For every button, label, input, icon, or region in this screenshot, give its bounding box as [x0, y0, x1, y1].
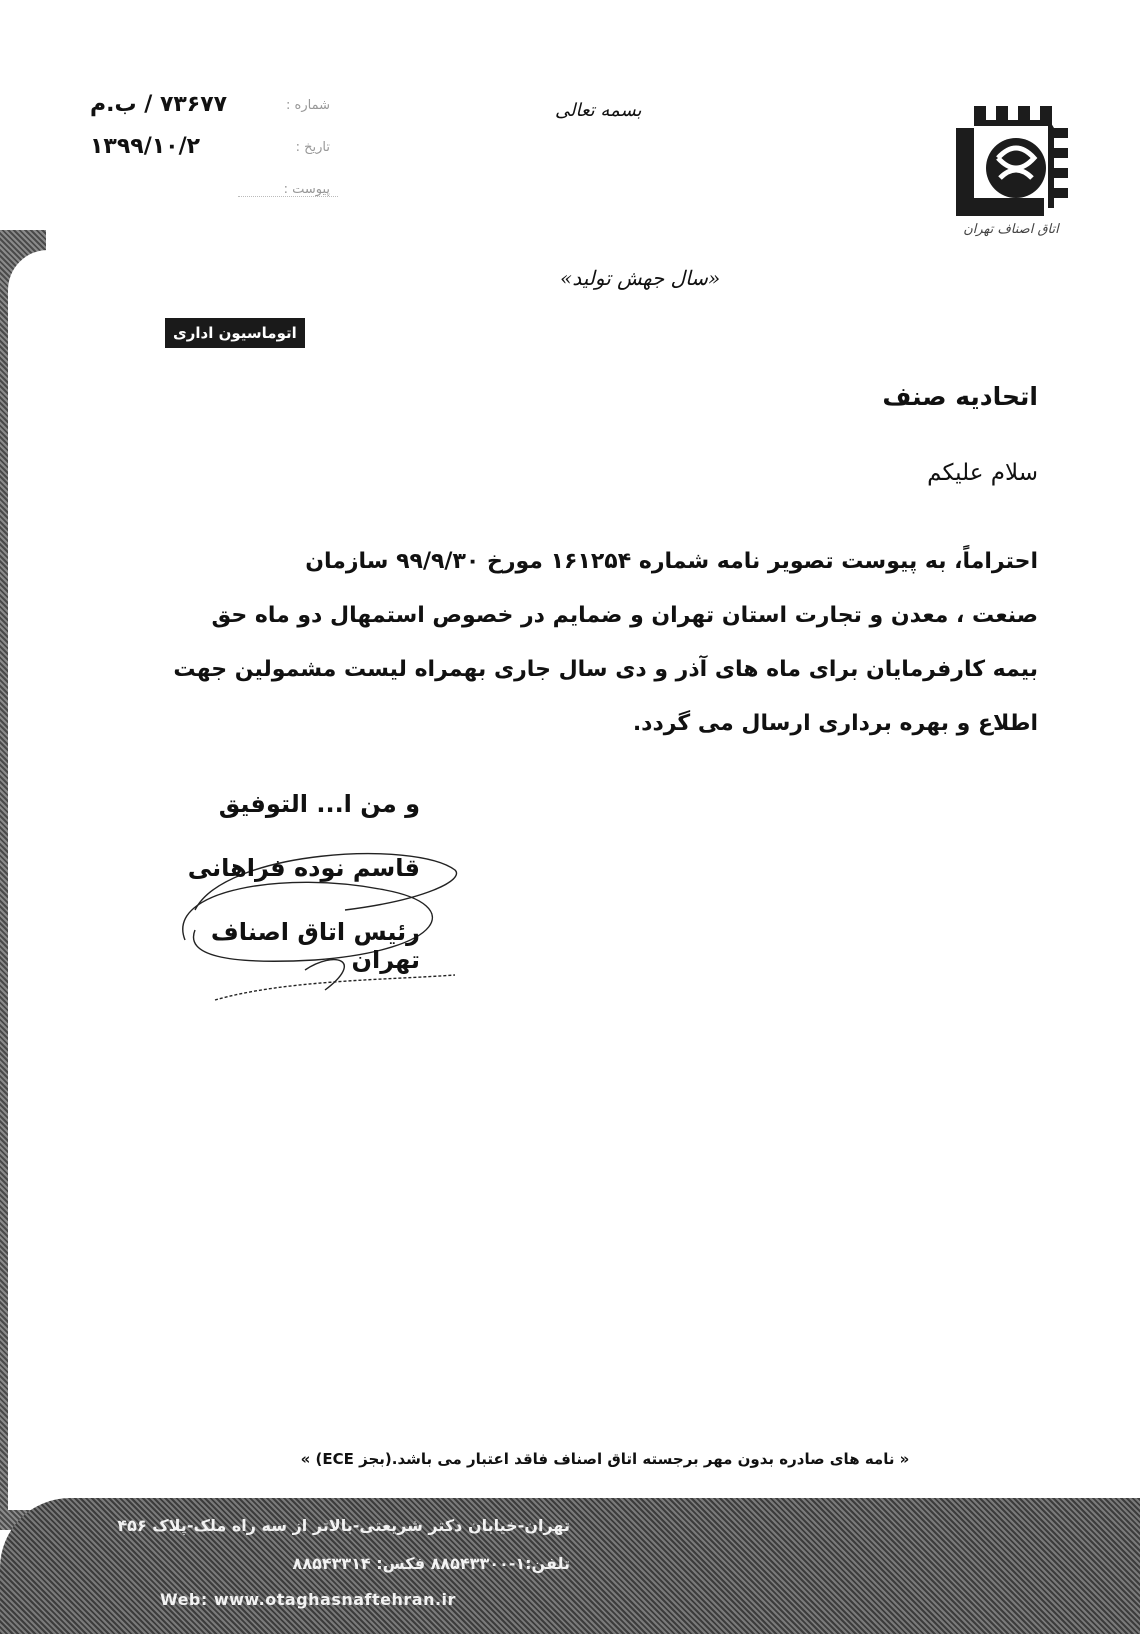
reference-attachment-label: پیوست :: [283, 182, 330, 197]
footer-website: Web: www.otaghasnaftehran.ir: [160, 1590, 456, 1609]
logo-caption: اتاق اصناف تهران: [963, 222, 1059, 237]
signer-title: رئیس اتاق اصناف تهران: [210, 918, 420, 974]
body-line: بیمه کارفرمایان برای ماه های آذر و دی سال جاری بهمراه لیست مشمولین جهت: [173, 657, 1038, 682]
reference-number-row: [90, 92, 330, 134]
office-automation-badge: اتوماسیون اداری: [165, 318, 305, 348]
reference-date-row: [90, 134, 330, 176]
closing-block: [160, 790, 420, 974]
closing-phrase: و من ا... التوفیق: [218, 790, 420, 818]
reference-date: ۱۳۹۹/۱۰/۲: [90, 134, 201, 159]
body-line: اطلاع و بهره برداری ارسال می گردد.: [632, 711, 1038, 736]
greeting-line: سلام علیکم: [927, 460, 1038, 486]
footer-address: تهران-خیابان دکتر شریعتی-بالاتر از سه راه ملک-پلاک ۴۵۶: [117, 1516, 570, 1535]
reference-attachment-row: [90, 176, 330, 218]
body-line: صنعت ، معدن و تجارت استان تهران و ضمایم در خصوص استمهال دو ماه حق: [211, 603, 1038, 628]
reference-block: [90, 92, 330, 218]
validity-notice: « نامه های صادره بدون مهر برجسته اتاق اصناف فاقد اعتبار می باشد.(بجز ECE) »: [300, 1450, 910, 1468]
reference-date-label: تاریخ :: [295, 140, 330, 155]
reference-number-label: شماره :: [286, 98, 330, 113]
body-line: احتراماً، به پیوست تصویر نامه شماره ۱۶۱۲۵۴ مورخ ۹۹/۹/۳۰ سازمان: [305, 549, 1038, 574]
left-band-curve: [8, 250, 48, 1510]
reference-number: ۷۳۶۷۷ / ب.م: [90, 92, 228, 117]
footer-phone: تلفن:۱-۸۸۵۴۳۳۰۰ فکس: ۸۸۵۴۳۳۱۴: [292, 1554, 570, 1573]
recipient-heading: اتحادیه صنف: [882, 382, 1038, 411]
letterhead-footer: [0, 1498, 1140, 1634]
year-slogan: «سال جهش تولید»: [560, 266, 721, 290]
signer-name: قاسم نوده فراهانی: [187, 854, 420, 882]
invocation-heading: بسمه تعالی: [555, 100, 642, 121]
letter-body: [158, 535, 1038, 751]
